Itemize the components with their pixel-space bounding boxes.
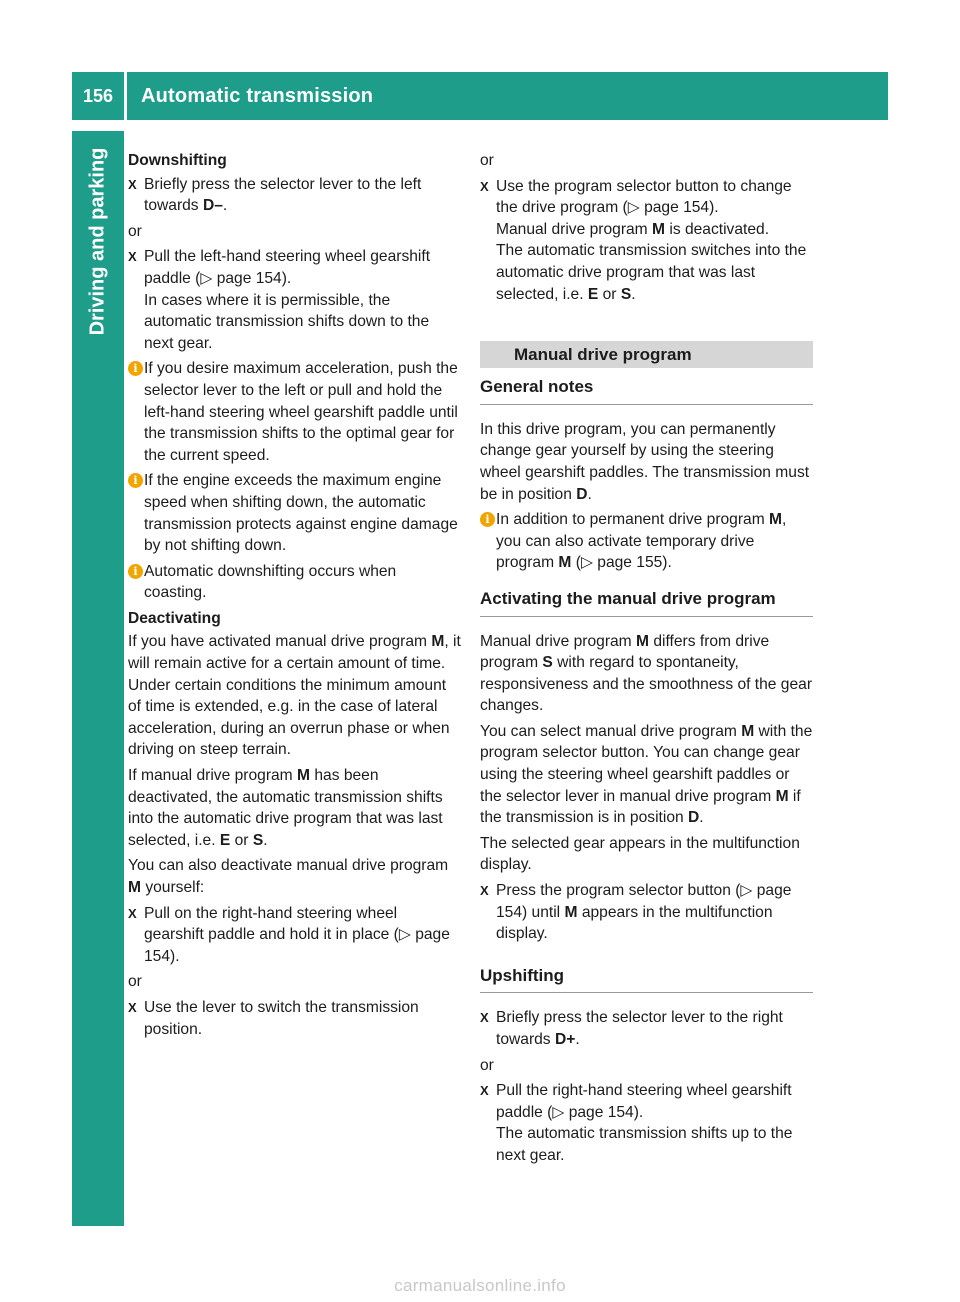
step-item: [480, 176, 813, 306]
gear-label: M: [431, 633, 445, 651]
gear-label: D: [688, 809, 700, 827]
page-ref-icon: ▷: [740, 882, 753, 900]
info-icon: i: [128, 473, 143, 488]
info-note: [128, 358, 461, 466]
step-text: is deactivated.: [665, 220, 770, 238]
gear-label: M: [741, 722, 755, 740]
step-text: appears in the multifunction display.: [496, 903, 773, 943]
text: .: [263, 831, 268, 849]
step-text: .: [631, 285, 636, 303]
text: If you have activated manual drive program: [128, 633, 432, 651]
step-item: [480, 1007, 813, 1050]
paragraph: [128, 855, 461, 898]
paragraph: [480, 631, 813, 717]
info-note: [480, 509, 813, 574]
step-text: Pull the left-hand steering wheel gearshift paddle (: [144, 248, 431, 287]
page-ref-icon: ▷: [580, 554, 593, 572]
text: .: [699, 809, 704, 827]
step-text: Use the program selector button to change the drive program (: [496, 177, 792, 217]
gear-label: S: [252, 831, 264, 849]
info-note: [128, 470, 461, 556]
step-text: Use the lever to switch the transmission position.: [144, 998, 419, 1038]
page-ref-link[interactable]: page 154).: [639, 199, 719, 217]
page-ref-link[interactable]: page 155).: [592, 554, 672, 572]
step-text: Pull the right-hand steering wheel gearshift paddle (: [496, 1082, 792, 1121]
step-text: .: [575, 1031, 580, 1048]
paragraph: [480, 721, 813, 829]
text: has been deactivated, the automatic transmission shifts into the automatic drive program that was last selected, i.e.: [128, 767, 443, 849]
text: differs from drive program: [480, 632, 770, 672]
page-ref-icon: ▷: [627, 199, 640, 217]
info-text: Automatic downshifting occurs when coasting.: [144, 562, 397, 602]
arrow-icon: X: [480, 1010, 489, 1026]
watermark: carmanualsonline.info: [394, 1276, 566, 1295]
step-text: In cases where it is permissible, the automatic transmission shifts down to the next gear.: [144, 291, 430, 352]
text: , it will remain active for a certain amount of time. Under certain conditions the minimum amount of time is extended, e.g. in the case of lateral acceleration, during an overrun phase or when driving on steep terrain.: [128, 633, 461, 759]
info-icon: i: [480, 512, 495, 527]
page-ref-link[interactable]: page 154).: [212, 269, 292, 287]
step-text: Briefly press the selector lever to the right towards: [496, 1009, 783, 1048]
side-section-text: Driving and parking: [86, 147, 109, 335]
step-text: .: [222, 197, 228, 215]
info-text: If you desire maximum acceleration, push the selector lever to the left or pull and hold the left-hand steering wheel gearshift paddle until the transmission shifts to the optimal gear for the current speed.: [144, 360, 458, 464]
page-ref-link[interactable]: page 154) until: [496, 882, 792, 921]
or-text: or: [128, 222, 142, 240]
text: with the program selector button. You can change gear using the steering wheel gearshift paddles or the selector lever in manual drive program: [480, 722, 813, 805]
chapter-title: Automatic transmission: [127, 72, 888, 120]
gear-label: S: [542, 654, 553, 672]
gear-label: M: [652, 220, 666, 238]
gear-label: M: [558, 554, 572, 572]
or-text: or: [128, 973, 142, 991]
gear-label: E: [219, 831, 231, 849]
right-column: [480, 150, 813, 1171]
step-item: [128, 903, 461, 968]
activating-heading: Activating the manual drive program: [480, 588, 813, 617]
info-text: If the engine exceeds the maximum engine speed when shifting down, the automatic transmission protects against engine damage by not shifting down.: [144, 472, 458, 555]
gear-label: M: [564, 903, 578, 921]
gear-label: M: [775, 787, 789, 805]
info-text: , you can also activate temporary drive program: [496, 511, 787, 572]
upshifting-heading: Upshifting: [480, 965, 813, 994]
gear-label: D–: [202, 197, 223, 215]
page-ref-icon: ▷: [200, 269, 213, 287]
text: You can select manual drive program: [480, 722, 742, 740]
step-item: [480, 1080, 813, 1166]
gear-label: M: [128, 879, 141, 896]
gear-label: S: [620, 285, 632, 303]
step-text: Briefly press the selector lever to the left towards: [144, 175, 422, 215]
arrow-icon: X: [128, 176, 137, 192]
info-text: In addition to permanent drive program: [496, 511, 770, 529]
text: yourself:: [141, 879, 205, 896]
info-icon: i: [128, 564, 143, 579]
side-section-label: [72, 131, 124, 351]
paragraph: [128, 631, 461, 761]
or-text: or: [480, 152, 494, 169]
section-title: Manual drive program: [480, 341, 813, 368]
general-notes-heading: General notes: [480, 376, 813, 405]
arrow-icon: X: [128, 999, 137, 1015]
text: if the transmission is in position: [480, 787, 801, 827]
info-note: [128, 561, 461, 604]
info-text: (: [571, 554, 581, 572]
text: or: [230, 831, 253, 849]
arrow-icon: X: [128, 249, 137, 265]
step-text: The automatic transmission shifts up to the next gear.: [496, 1125, 793, 1164]
page-ref-link[interactable]: page 154).: [144, 926, 450, 965]
step-text: Manual drive program: [496, 220, 653, 238]
or-text: or: [480, 1056, 494, 1074]
arrow-icon: X: [480, 883, 489, 899]
text: If manual drive program: [128, 767, 298, 785]
text: with regard to spontaneity, responsiveness and the smoothness of the gear changes.: [480, 654, 813, 715]
step-item: [128, 997, 461, 1040]
arrow-icon: X: [480, 178, 489, 194]
step-item: [128, 174, 461, 217]
paragraph: [128, 765, 461, 851]
page-ref-icon: ▷: [398, 926, 411, 944]
text: .: [587, 485, 592, 503]
page-number: 156: [72, 72, 124, 120]
gear-label: E: [587, 285, 599, 303]
step-item: [128, 246, 461, 354]
gear-label: D+: [554, 1031, 576, 1048]
gear-label: D: [576, 485, 588, 503]
step-text: Pull on the right-hand steering wheel gearshift paddle and hold it in place (: [144, 904, 399, 944]
paragraph: [480, 419, 813, 505]
text: Manual drive program: [480, 632, 637, 650]
left-column: [128, 150, 461, 1044]
step-text: The automatic transmission switches into the automatic drive program that was last selected, i.e.: [496, 242, 807, 303]
downshifting-heading: Downshifting: [128, 152, 227, 169]
text: In this drive program, you can permanently change gear yourself by using the steering wheel gearshift paddles. The transmission must be in position: [480, 420, 810, 503]
info-icon: i: [128, 361, 143, 376]
gear-label: M: [636, 632, 650, 650]
arrow-icon: X: [480, 1083, 489, 1099]
text: You can also deactivate manual drive program: [128, 857, 449, 875]
page-ref-link[interactable]: page 154).: [564, 1103, 644, 1121]
paragraph: The selected gear appears in the multifunction display.: [480, 834, 800, 874]
gear-label: M: [297, 767, 311, 785]
step-text: Press the program selector button (: [496, 882, 741, 900]
page-ref-icon: ▷: [552, 1103, 565, 1121]
step-text: or: [598, 285, 621, 303]
step-item: [480, 880, 813, 945]
gear-label: M: [769, 511, 783, 529]
deactivating-heading: Deactivating: [128, 609, 221, 627]
arrow-icon: X: [128, 905, 137, 921]
